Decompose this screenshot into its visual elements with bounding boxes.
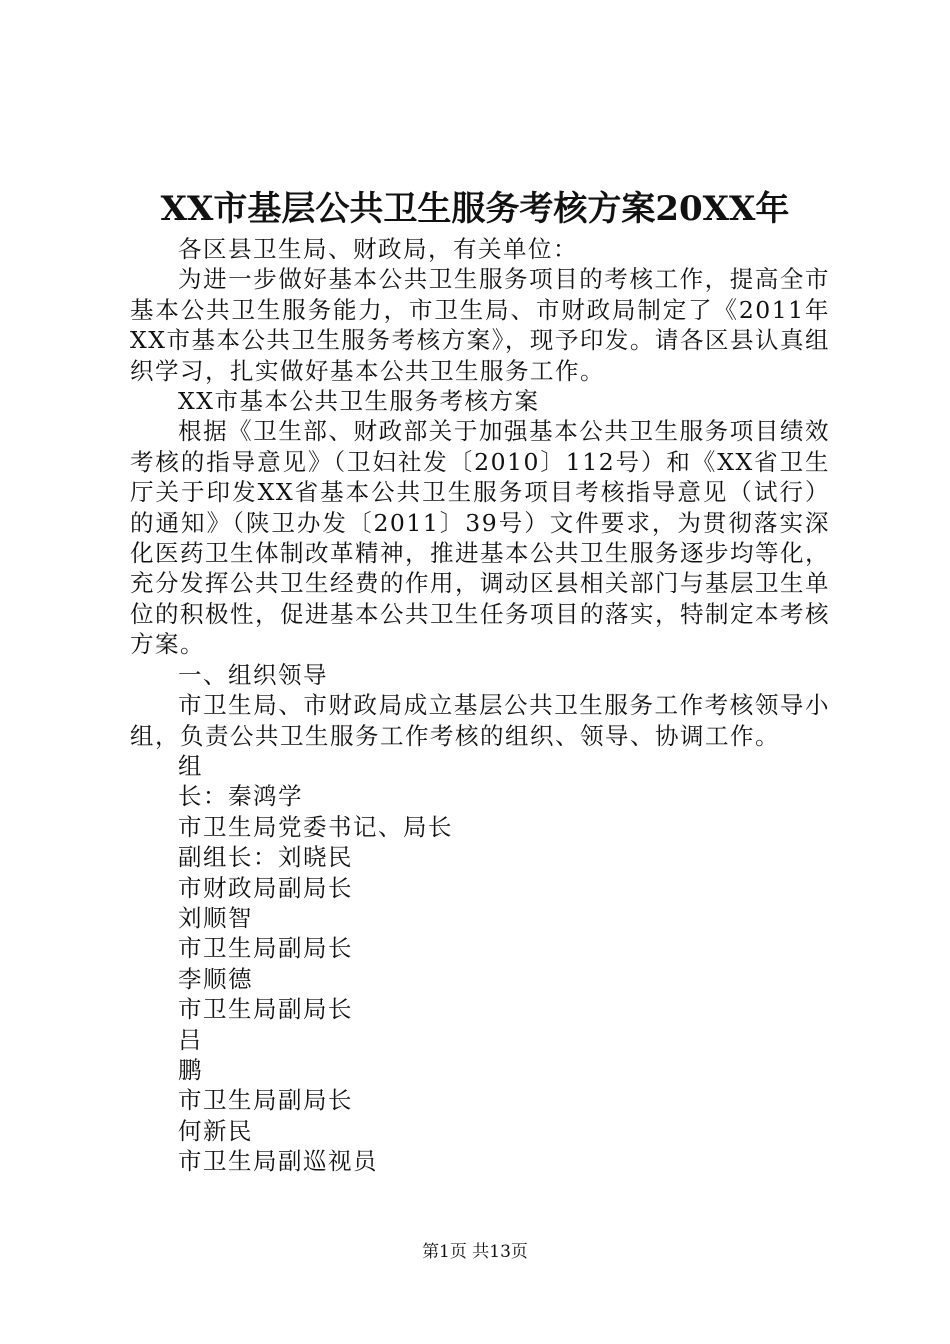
roster-line: 李顺德 [178,964,253,993]
roster-line: 鹏 [178,1055,203,1084]
roster-line: 吕 [178,1025,203,1054]
roster-line: 市卫生局副局长 [178,934,353,963]
roster-line: 市卫生局副局长 [178,995,353,1024]
page-footer: 第1页 共13页 [422,1242,528,1262]
basis-paragraph: 根据《卫生部、财政部关于加强基本公共卫生服务项目绩效考核的指导意见》（卫妇社发〔2010〕112号）和《XX省卫生厅关于印发XX省基本公共卫生服务项目考核指导意见（试行）的通知》（陕卫办发〔2011〕39号）文件要求，为贯彻落实深化医药卫生体制改革精神，推进基本公共卫生服务逐步均等化，充分发挥公共卫生经费的作用，调动区县相关部门与基层卫生单位的积极性，促进基本公共卫生任务项目的落实，特制定本考核方案。 [130,417,830,659]
roster-line: 市卫生局党委书记、局长 [178,812,453,841]
leadership-roster [130,751,830,1177]
roster-line: 副组长：刘晓民 [178,843,353,872]
roster-line: 市卫生局副巡视员 [178,1147,378,1176]
roster-line: 市卫生局副局长 [178,1086,353,1115]
roster-line: 市财政局副局长 [178,873,353,902]
section-heading: 一、组织领导 [178,660,328,689]
intro-paragraph: 为进一步做好基本公共卫生服务项目的考核工作，提高全市基本公共卫生服务能力，市卫生局、市财政局制定了《2011年XX市基本公共卫生服务考核方案》，现予印发。请各区县认真组织学习，扎实做好基本公共卫生服务工作。 [130,265,830,385]
roster-line: 长：秦鸿学 [178,782,303,811]
plan-title: XX市基本公共卫生服务考核方案 [178,387,540,416]
section-paragraph: 市卫生局、市财政局成立基层公共卫生服务工作考核领导小组，负责公共卫生服务工作考核的组织、领导、协调工作。 [130,691,830,750]
document-body [130,234,830,1177]
roster-line: 何新民 [178,1116,253,1145]
roster-line: 刘顺智 [178,903,253,932]
document-title: XX市基层公共卫生服务考核方案20XX年 [160,189,790,229]
salutation: 各区县卫生局、财政局，有关单位： [178,235,578,263]
roster-line: 组 [178,751,203,780]
